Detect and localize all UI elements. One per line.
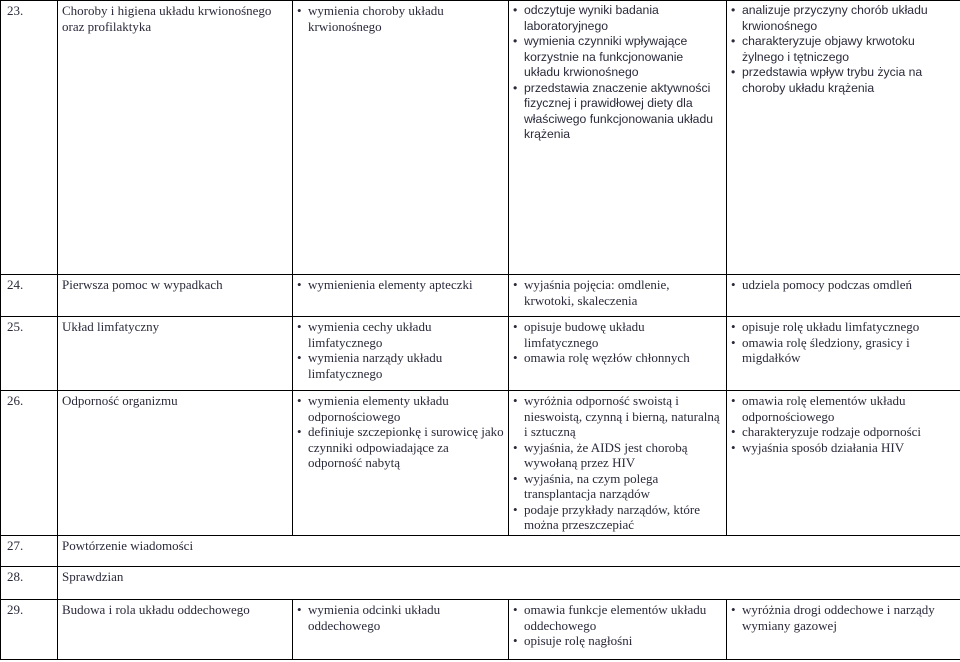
list-item: • analizuje przyczyny chorób układu krwionośnego <box>731 3 956 34</box>
requirements-advanced <box>727 1 960 275</box>
lesson-topic: Układ limfatyczny <box>58 317 293 391</box>
list-item: • przedstawia wpływ trybu życia na choroby układu krążenia <box>731 65 956 96</box>
list-item: • opisuje rolę układu limfatycznego <box>731 319 956 335</box>
list-item: • przedstawia znaczenie aktywności fizycznej i prawidłowej diety dla właściwego funkcjonowania układu krążenia <box>513 81 722 143</box>
table-row <box>1 391 960 536</box>
table-row <box>1 317 960 391</box>
lesson-topic: Budowa i rola układu oddechowego <box>58 600 293 660</box>
requirements-basic <box>293 275 509 317</box>
list-item: • wymienienia elementy apteczki <box>297 277 504 293</box>
list-item: • wyjaśnia sposób działania HIV <box>731 440 956 456</box>
requirements-extended <box>509 600 727 660</box>
list-item: • wymienia cechy układu limfatycznego <box>297 319 504 350</box>
list-item: • odczytuje wyniki badania laboratoryjnego <box>513 3 722 34</box>
lesson-topic: Odporność organizmu <box>58 391 293 536</box>
requirements-extended <box>509 1 727 275</box>
lesson-topic: Choroby i higiena układu krwionośnego oraz profilaktyka <box>58 1 293 275</box>
list-item: • opisuje rolę nagłośni <box>513 633 722 649</box>
lesson-number: 28. <box>1 567 58 600</box>
lesson-number: 27. <box>1 536 58 567</box>
requirements-basic <box>293 391 509 536</box>
lesson-topic: Pierwsza pomoc w wypadkach <box>58 275 293 317</box>
lesson-number: 29. <box>1 600 58 660</box>
list-item: • wyjaśnia, że AIDS jest chorobą wywołaną przez HIV <box>513 440 722 471</box>
list-item: • wymienia choroby układu krwionośnego <box>297 3 504 34</box>
list-item: • omawia rolę śledziony, grasicy i migdałków <box>731 335 956 366</box>
requirements-advanced <box>727 317 960 391</box>
list-item: • wyjaśnia pojęcia: omdlenie, krwotoki, skaleczenia <box>513 277 722 308</box>
requirements-basic <box>293 317 509 391</box>
list-item: • udziela pomocy podczas omdleń <box>731 277 956 293</box>
list-item: • omawia funkcje elementów układu oddechowego <box>513 602 722 633</box>
table-row <box>1 600 960 660</box>
table-row <box>1 275 960 317</box>
list-item: • wyjaśnia, na czym polega transplantacja narządów <box>513 471 722 502</box>
table-row <box>1 567 960 600</box>
list-item: • wyróżnia drogi oddechowe i narządy wymiany gazowej <box>731 602 956 633</box>
lesson-number: 26. <box>1 391 58 536</box>
list-item: • wymienia czynniki wpływające korzystnie na funkcjonowanie układu krwionośnego <box>513 34 722 81</box>
lesson-number: 24. <box>1 275 58 317</box>
list-item: • charakteryzuje objawy krwotoku żylnego i tętniczego <box>731 34 956 65</box>
list-item: • wymienia elementy układu odpornościowego <box>297 393 504 424</box>
list-item: • definiuje szczepionkę i surowicę jako czynniki odpowiadające za odporność nabytą <box>297 424 504 471</box>
lesson-number: 25. <box>1 317 58 391</box>
list-item: • charakteryzuje rodzaje odporności <box>731 424 956 440</box>
lesson-topic: Sprawdzian <box>58 567 960 600</box>
requirements-extended <box>509 275 727 317</box>
list-item: • podaje przykłady narządów, które można przeszczepiać <box>513 502 722 533</box>
list-item: • omawia rolę elementów układu odpornościowego <box>731 393 956 424</box>
table-row <box>1 1 960 275</box>
list-item: • opisuje budowę układu limfatycznego <box>513 319 722 350</box>
list-item: • omawia rolę węzłów chłonnych <box>513 350 722 366</box>
requirements-advanced <box>727 275 960 317</box>
requirements-extended <box>509 317 727 391</box>
requirements-extended <box>509 391 727 536</box>
requirements-advanced <box>727 391 960 536</box>
requirements-advanced <box>727 600 960 660</box>
requirements-basic <box>293 600 509 660</box>
list-item: • wymienia narządy układu limfatycznego <box>297 350 504 381</box>
list-item: • wyróżnia odporność swoistą i nieswoistą, czynną i bierną, naturalną i sztuczną <box>513 393 722 440</box>
list-item: • wymienia odcinki układu oddechowego <box>297 602 504 633</box>
lesson-topic: Powtórzenie wiadomości <box>58 536 960 567</box>
requirements-basic <box>293 1 509 275</box>
lesson-number: 23. <box>1 1 58 275</box>
table-row <box>1 536 960 567</box>
